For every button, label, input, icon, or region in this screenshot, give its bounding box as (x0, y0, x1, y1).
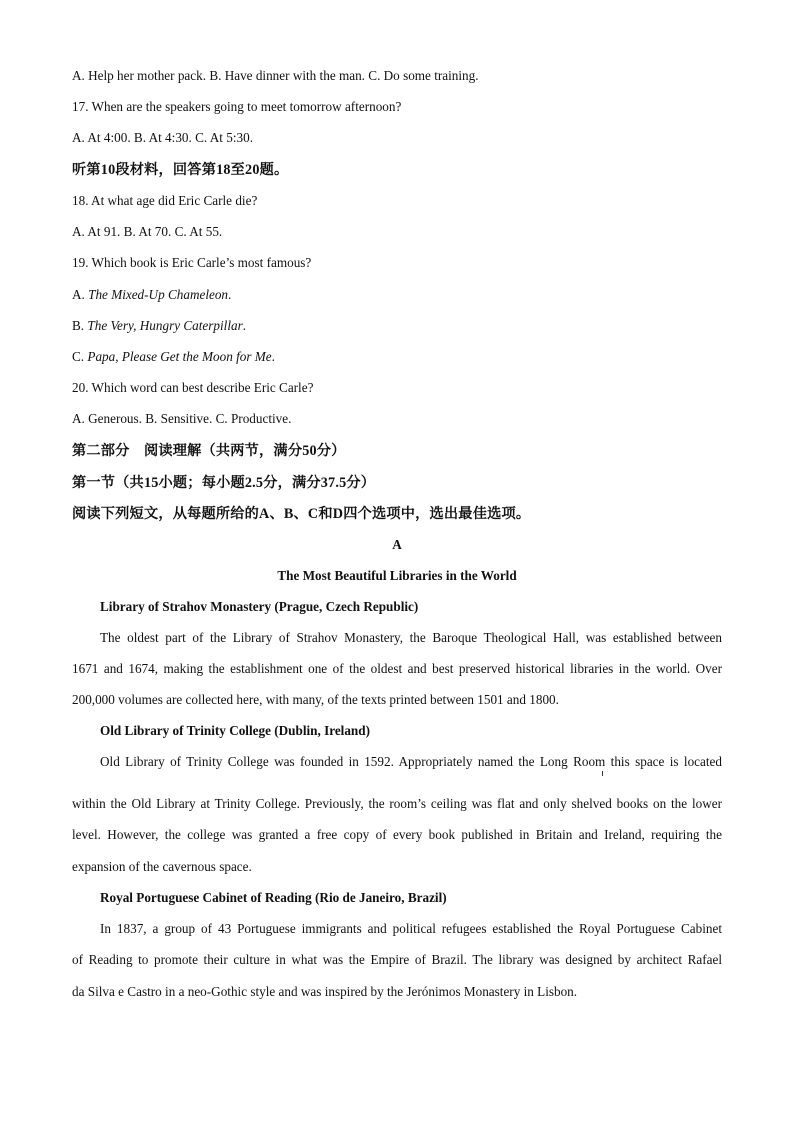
part2-heading: 第二部分 阅读理解（共两节，满分50分） (72, 443, 346, 459)
lib1-line3: 200,000 volumes are collected here, with many, of the texts printed between 1501 and 1800. (72, 692, 559, 707)
q17-options: A. At 4:00. B. At 4:30. C. At 5:30. (72, 130, 253, 145)
part2-instruction: 阅读下列短文，从每题所给的A、B、C和D四个选项中，选出最佳选项。 (72, 506, 531, 522)
lib2-line3: level. However, the college was granted a free copy of every book published in Britain and Ireland, requiring the (72, 827, 722, 842)
lib3-heading: Royal Portuguese Cabinet of Reading (Rio de Janeiro, Brazil) (100, 890, 447, 905)
lib1-line2: 1671 and 1674, making the establishment one of the oldest and best preserved historical libraries in the world. Over (72, 661, 722, 676)
q19-option-c-prefix: C. (72, 349, 88, 364)
lib3-line2: of Reading to promote their culture in what was the Empire of Brazil. The library was designed by architect Rafael (72, 952, 722, 967)
q20-options: A. Generous. B. Sensitive. C. Productive. (72, 411, 292, 426)
lib1-heading: Library of Strahov Monastery (Prague, Czech Republic) (100, 599, 419, 614)
q19-option-a-prefix: A. (72, 287, 89, 302)
q18-options: A. At 91. B. At 70. C. At 55. (72, 224, 223, 239)
q19-option-b-suffix: . (242, 318, 246, 333)
stray-mark (602, 771, 603, 776)
passage-title: The Most Beautiful Libraries in the World (277, 568, 517, 583)
q16-options: A. Help her mother pack. B. Have dinner with the man. C. Do some training. (72, 68, 479, 83)
q19-option-c-suffix: . (271, 349, 275, 364)
lib2-line4: expansion of the cavernous space. (72, 859, 252, 874)
lib2-heading: Old Library of Trinity College (Dublin, Ireland) (100, 723, 370, 738)
q19-option-b-prefix: B. (72, 318, 88, 333)
q19-option-a-suffix: . (228, 287, 232, 302)
q19-question: 19. Which book is Eric Carle’s most famous? (72, 255, 312, 270)
q19-option-a (72, 287, 722, 303)
q19-option-a-title: The Mixed-Up Chameleon (88, 287, 229, 302)
q17-question: 17. When are the speakers going to meet tomorrow afternoon? (72, 99, 402, 114)
q19-option-c (72, 349, 722, 365)
lib3-line1: In 1837, a group of 43 Portuguese immigrants and political refugees established the Royal Portuguese Cabinet (100, 921, 722, 936)
q18-question: 18. At what age did Eric Carle die? (72, 193, 258, 208)
lib3-line3: da Silva e Castro in a neo-Gothic style and was inspired by the Jerónimos Monastery in Lisbon. (72, 984, 578, 999)
lib1-line1: The oldest part of the Library of Strahov Monastery, the Baroque Theological Hall, was established between (100, 630, 722, 645)
q19-option-b (72, 318, 722, 334)
section10-heading: 听第10段材料，回答第18至20题。 (72, 162, 289, 178)
q19-option-c-title: Papa, Please Get the Moon for Me (87, 349, 272, 364)
part2-section1: 第一节（共15小题；每小题2.5分，满分37.5分） (72, 475, 376, 491)
q20-question: 20. Which word can best describe Eric Carle? (72, 380, 314, 395)
lib2-line2: within the Old Library at Trinity College. Previously, the room’s ceiling was flat and only shelved books on the lower (72, 796, 722, 811)
q19-option-b-title: The Very, Hungry Caterpillar (87, 318, 243, 333)
lib2-line1: Old Library of Trinity College was founded in 1592. Appropriately named the Long Room this space is located (100, 754, 722, 769)
passage-letter: A (392, 537, 402, 552)
